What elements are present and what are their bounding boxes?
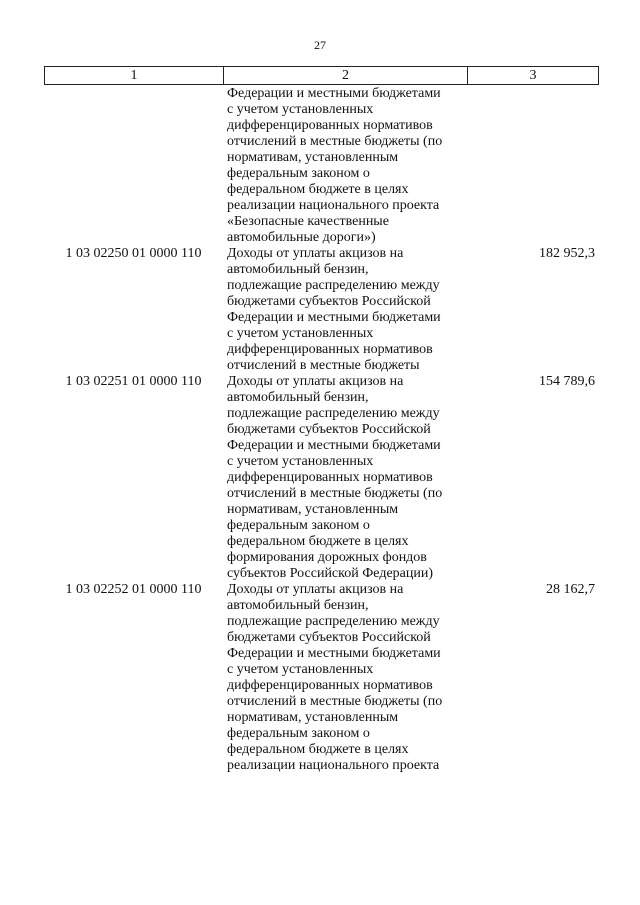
description-line: с учетом установленных — [227, 326, 374, 341]
income-description — [223, 582, 467, 774]
description-line: автомобильный бензин, — [227, 390, 369, 405]
description-line: федеральном бюджете в целях — [227, 742, 409, 757]
description-line: Доходы от уплаты акцизов на — [227, 374, 404, 389]
description-line: с учетом установленных — [227, 102, 374, 117]
table-header — [44, 66, 599, 85]
amount: 154 789,6 — [539, 374, 595, 389]
description-line: федеральном бюджете в целях — [227, 182, 409, 197]
income-description — [223, 246, 467, 374]
description-line: Доходы от уплаты акцизов на — [227, 246, 404, 261]
description-line: отчислений в местные бюджеты (по — [227, 134, 443, 149]
description-line: Федерации и местными бюджетами — [227, 86, 441, 101]
header-col-2: 2 — [224, 67, 468, 84]
description-line: автомобильные дороги») — [227, 230, 376, 245]
table-row — [44, 582, 599, 774]
description-line: подлежащие распределению между — [227, 278, 440, 293]
budget-code: 1 03 02251 01 0000 110 — [65, 374, 202, 389]
description-line: бюджетами субъектов Российской — [227, 630, 431, 645]
amount: 182 952,3 — [539, 246, 595, 261]
table-body — [44, 86, 599, 774]
description-line: нормативам, установленным — [227, 150, 399, 165]
description-line: подлежащие распределению между — [227, 614, 440, 629]
description-line: Федерации и местными бюджетами — [227, 310, 441, 325]
description-line: автомобильный бензин, — [227, 262, 369, 277]
amount: 28 162,7 — [546, 582, 595, 597]
income-description — [223, 374, 467, 582]
description-line: дифференцированных нормативов — [227, 342, 433, 357]
header-col-3: 3 — [529, 68, 537, 83]
description-line: «Безопасные качественные — [227, 214, 389, 229]
description-line: с учетом установленных — [227, 454, 374, 469]
description-line: федеральным законом о — [227, 726, 370, 741]
table-row — [44, 374, 599, 582]
description-line: подлежащие распределению между — [227, 406, 440, 421]
description-line: дифференцированных нормативов — [227, 678, 433, 693]
description-line: нормативам, установленным — [227, 710, 399, 725]
table-row — [44, 246, 599, 374]
header-col-1: 1 — [45, 67, 224, 84]
description-line: отчислений в местные бюджеты (по — [227, 694, 443, 709]
description-line: Федерации и местными бюджетами — [227, 646, 441, 661]
description-line: с учетом установленных — [227, 662, 374, 677]
page-number: 27 — [314, 38, 326, 52]
income-description — [223, 86, 467, 246]
description-line: бюджетами субъектов Российской — [227, 422, 431, 437]
table-row — [44, 86, 599, 246]
description-line: реализации национального проекта — [227, 198, 440, 213]
description-line: Федерации и местными бюджетами — [227, 438, 441, 453]
description-line: Доходы от уплаты акцизов на — [227, 582, 404, 597]
description-line: реализации национального проекта — [227, 758, 440, 773]
description-line: федеральным законом о — [227, 166, 370, 181]
description-line: дифференцированных нормативов — [227, 470, 433, 485]
description-line: федеральным законом о — [227, 518, 370, 533]
description-line: нормативам, установленным — [227, 502, 399, 517]
budget-code: 1 03 02252 01 0000 110 — [65, 582, 202, 597]
budget-code: 1 03 02250 01 0000 110 — [65, 246, 202, 261]
description-line: федеральном бюджете в целях — [227, 534, 409, 549]
description-line: формирования дорожных фондов — [227, 550, 427, 565]
description-line: дифференцированных нормативов — [227, 118, 433, 133]
description-line: автомобильный бензин, — [227, 598, 369, 613]
description-line: отчислений в местные бюджеты — [227, 358, 420, 373]
description-line: бюджетами субъектов Российской — [227, 294, 431, 309]
description-line: субъектов Российской Федерации) — [227, 566, 434, 581]
description-line: отчислений в местные бюджеты (по — [227, 486, 443, 501]
